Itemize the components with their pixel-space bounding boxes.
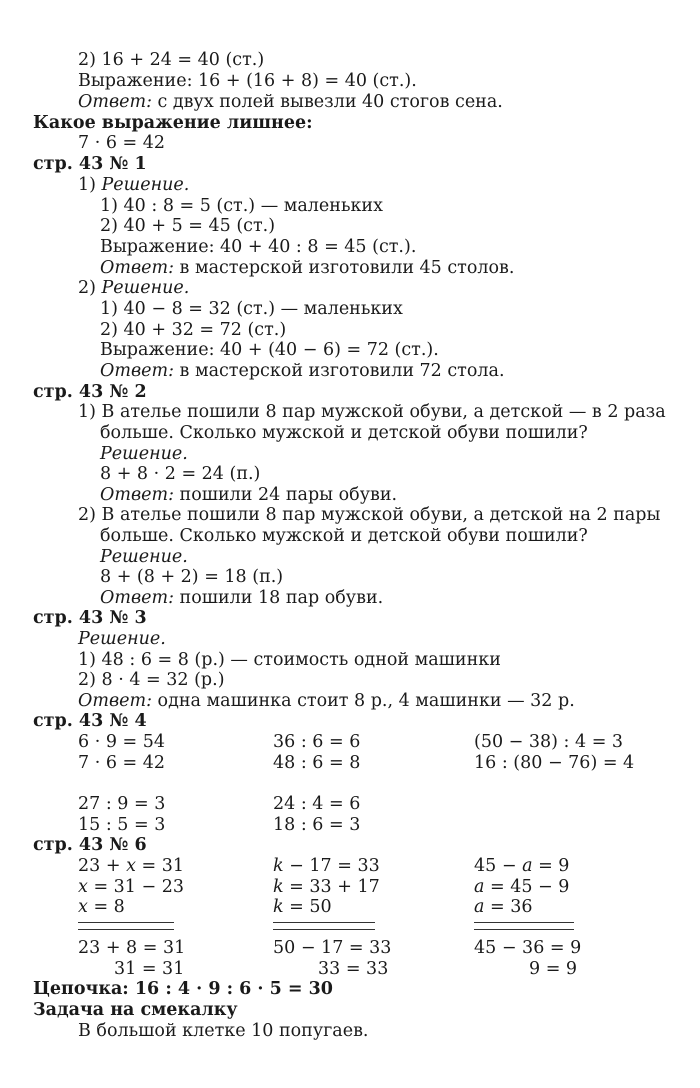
solution-1-step-b: 2) 40 + 5 = 45 (ст.) [100, 216, 276, 236]
section-heading-43-4: стр. 43 № 4 [33, 711, 147, 731]
equation-1-check-result: 31 = 31 [114, 959, 185, 979]
task-3-step-b: 2) 8 · 4 = 32 (р.) [78, 670, 225, 690]
equation-3-check: 45 − 36 = 9 [474, 938, 582, 958]
equation-2-check: 50 − 17 = 33 [273, 938, 392, 958]
equation-1-line-3: x = 8 [78, 897, 125, 917]
equation-2-line-2: k = 33 + 17 [273, 877, 380, 897]
equation-3-line-1: 45 − a = 9 [474, 856, 570, 876]
equation-3-line-2: a = 45 − 9 [474, 877, 570, 897]
task-1-solution-label: Решение. [100, 444, 188, 464]
expression: 15 : 5 = 3 [78, 815, 166, 835]
expression: 48 : 6 = 8 [273, 753, 361, 773]
solution-1-title: 1) Решение. [78, 175, 190, 195]
expression: 18 : 6 = 3 [273, 815, 361, 835]
solution-1-answer: Ответ: в мастерской изготовили 45 столов. [100, 258, 515, 278]
divider-line [78, 929, 174, 930]
expression: 36 : 6 = 6 [273, 732, 361, 752]
intro-answer [78, 92, 503, 112]
section-heading-43-3: стр. 43 № 3 [33, 608, 147, 628]
task-1-line-2: больше. Сколько мужской и детской обуви пошили? [100, 423, 588, 443]
divider-line [474, 929, 574, 930]
equation-1-check: 23 + 8 = 31 [78, 938, 186, 958]
task-3-solution-label: Решение. [78, 629, 166, 649]
equation-3-line-3: a = 36 [474, 897, 533, 917]
task-1-line-1: 1) В ателье пошили 8 пар мужской обуви, а детской — в 2 раза [78, 402, 666, 422]
task-3-answer: Ответ: одна машинка стоит 8 р., 4 машинки — 32 р. [78, 691, 575, 711]
expression: 27 : 9 = 3 [78, 794, 166, 814]
solution-1-expression: Выражение: 40 + 40 : 8 = 45 (ст.). [100, 237, 417, 257]
task-2-line-2: больше. Сколько мужской и детской обуви пошили? [100, 526, 588, 546]
section-heading-43-2: стр. 43 № 2 [33, 382, 147, 402]
chain-line: Цепочка: 16 : 4 · 9 : 6 · 5 = 30 [33, 979, 333, 999]
solution-2-title: 2) Решение. [78, 278, 190, 298]
task-1-answer: Ответ: пошили 24 пары обуви. [100, 485, 398, 505]
equation-2-line-3: k = 50 [273, 897, 332, 917]
expression: 7 · 6 = 42 [78, 753, 166, 773]
equation-1-line-2: x = 31 − 23 [78, 877, 184, 897]
task-2-solution-label: Решение. [100, 547, 188, 567]
divider-line [78, 922, 174, 923]
equation-1-line-1: 23 + x = 31 [78, 856, 184, 876]
intro-step-2: 2) 16 + 24 = 40 (ст.) [78, 50, 265, 70]
task-1-expression: 8 + 8 · 2 = 24 (п.) [100, 464, 261, 484]
task-2-expression: 8 + (8 + 2) = 18 (п.) [100, 567, 284, 587]
divider-line [474, 922, 574, 923]
expression: 6 · 9 = 54 [78, 732, 166, 752]
answer-text: с двух полей вывезли 40 стогов сена. [151, 92, 503, 112]
section-heading-43-6: стр. 43 № 6 [33, 835, 147, 855]
section-heading-43-1: стр. 43 № 1 [33, 154, 147, 174]
equation-3-check-result: 9 = 9 [529, 959, 578, 979]
solution-1-step-a: 1) 40 : 8 = 5 (ст.) — маленьких [100, 196, 383, 216]
expression: (50 − 38) : 4 = 3 [474, 732, 624, 752]
puzzle-heading: Задача на смекалку [33, 1000, 238, 1020]
intro-expression: Выражение: 16 + (16 + 8) = 40 (ст.). [78, 71, 417, 91]
task-2-answer: Ответ: пошили 18 пар обуви. [100, 588, 384, 608]
solution-2-answer: Ответ: в мастерской изготовили 72 стола. [100, 361, 505, 381]
odd-heading: Какое выражение лишнее: [33, 113, 313, 133]
expression: 24 : 4 = 6 [273, 794, 361, 814]
divider-line [273, 929, 375, 930]
task-3-step-a: 1) 48 : 6 = 8 (р.) — стоимость одной машинки [78, 650, 501, 670]
divider-line [273, 922, 375, 923]
expression: 16 : (80 − 76) = 4 [474, 753, 635, 773]
task-2-line-1: 2) В ателье пошили 8 пар мужской обуви, а детской на 2 пары [78, 505, 661, 525]
equation-2-line-1: k − 17 = 33 [273, 856, 380, 876]
odd-expression: 7 · 6 = 42 [78, 133, 166, 153]
puzzle-text: В большой клетке 10 попугаев. [78, 1021, 369, 1041]
solution-2-expression: Выражение: 40 + (40 − 6) = 72 (ст.). [100, 340, 439, 360]
answer-label: Ответ: [78, 92, 152, 112]
solution-2-step-b: 2) 40 + 32 = 72 (ст.) [100, 320, 287, 340]
equation-2-check-result: 33 = 33 [318, 959, 389, 979]
solution-2-step-a: 1) 40 − 8 = 32 (ст.) — маленьких [100, 299, 403, 319]
